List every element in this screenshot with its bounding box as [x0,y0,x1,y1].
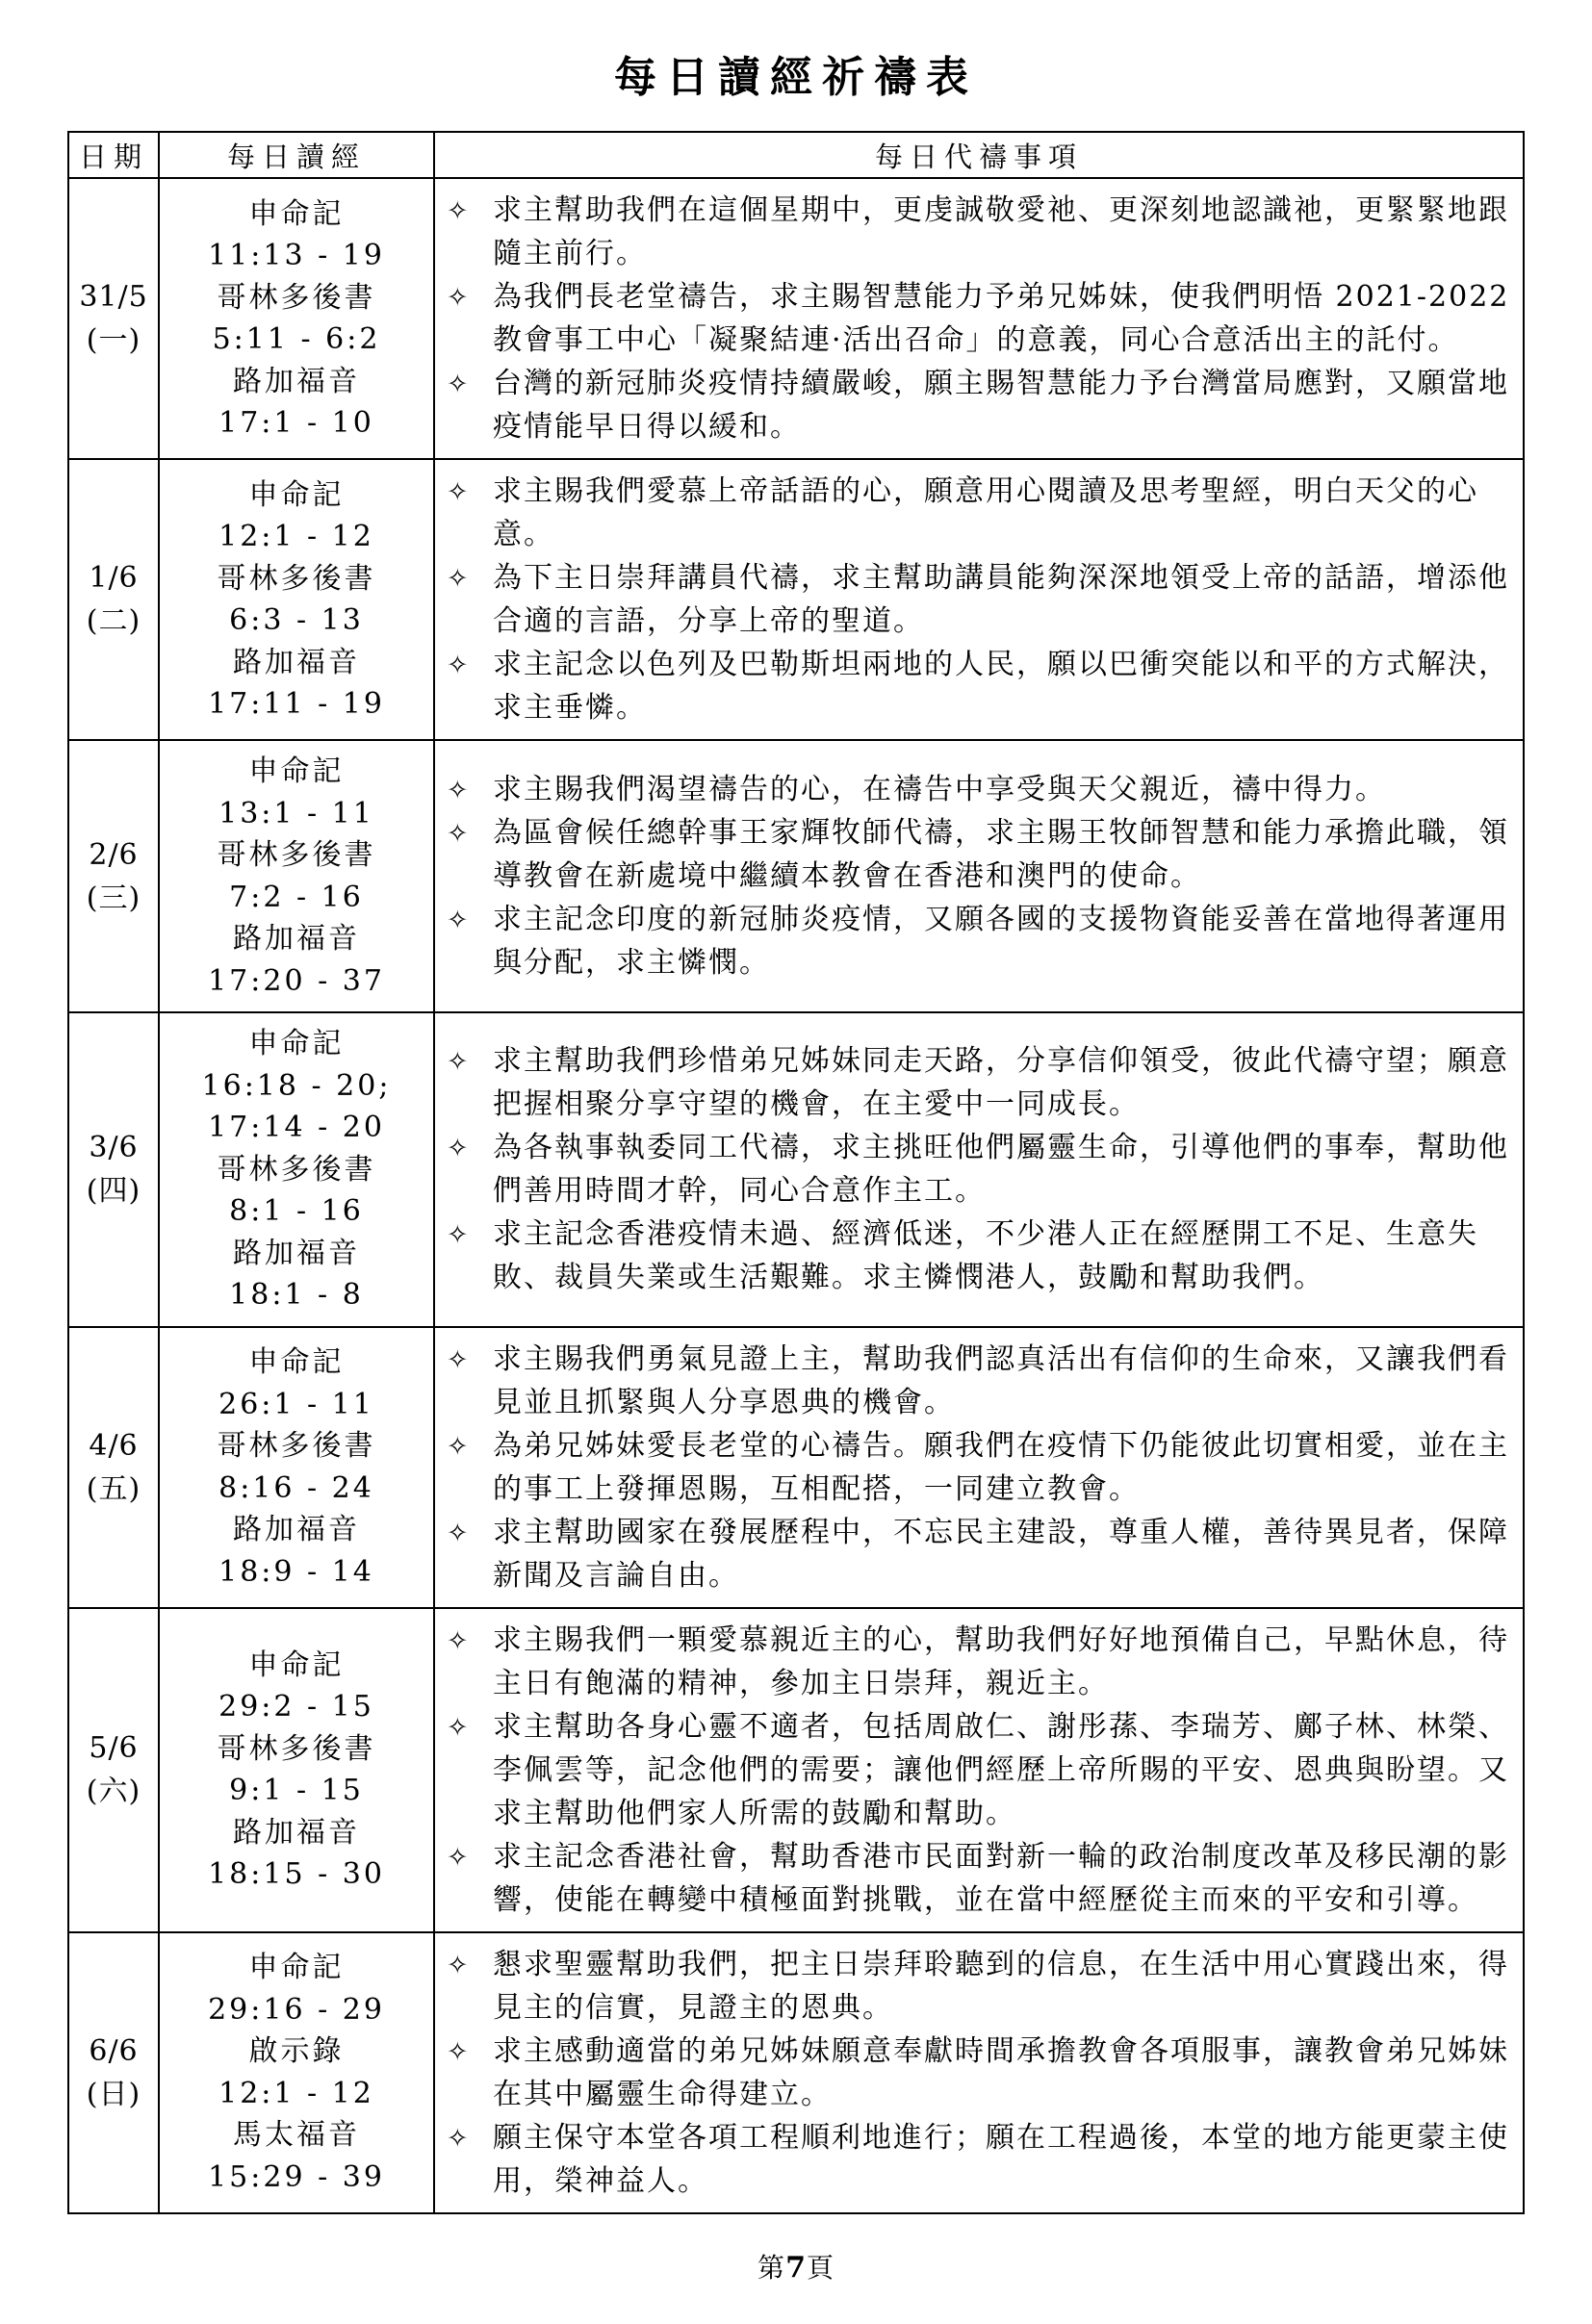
prayer-item [447,470,1513,556]
reading-line: 16:18 - 20; [201,1068,392,1103]
diamond-bullet-icon: ✧ [447,283,469,313]
diamond-bullet-icon: ✧ [447,370,469,399]
date-cell [68,740,159,1012]
weekday-value: (六) [86,1775,141,1808]
reading-line: 申命記 [248,1951,345,1984]
table-body [68,178,1524,2213]
reading-line: 申命記 [248,1027,345,1060]
table-row [68,740,1524,1012]
date-value: 1/6 [89,561,139,595]
diamond-bullet-icon: ✧ [447,1518,469,1548]
readings-cell [159,1932,434,2213]
diamond-bullet-icon: ✧ [447,1842,469,1873]
diamond-bullet-icon: ✧ [447,2123,469,2154]
reading-line: 啟示錄 [248,2034,345,2068]
prayer-text: 求主記念以色列及巴勒斯坦兩地的人民，願以巴衝突能以和平的方式解決，求主垂憐。 [493,648,1509,725]
prayers-cell [434,1608,1524,1932]
diamond-bullet-icon: ✧ [447,2036,469,2067]
prayers-cell [434,1012,1524,1327]
prayer-item [447,362,1513,448]
diamond-bullet-icon: ✧ [447,1712,469,1743]
prayer-text: 為各執事執委同工代禱，求主挑旺他們屬靈生命，引導他們的事奉，幫助他們善用時間才幹，同心合意作主工。 [493,1131,1509,1209]
prayer-text: 求主記念香港疫情未過、經濟低迷，不少港人正在經歷開工不足、生意失敗、裁員失業或生活艱難。求主憐憫港人，鼓勵和幫助我們。 [493,1217,1478,1295]
prayer-item [447,1511,1513,1597]
reading-line: 哥林多後書 [217,838,376,872]
prayer-text: 求主幫助我們在這個星期中，更虔誠敬愛祂、更深刻地認識祂，更緊緊地跟隨主前行。 [493,193,1509,270]
prayer-text: 為下主日崇拜講員代禱，求主幫助講員能夠深深地領受上帝的話語，增添他合適的言語，分享上帝的聖道。 [493,561,1509,638]
prayer-item [447,2030,1513,2116]
prayer-text: 願主保守本堂各項工程順利地進行；願在工程過後，本堂的地方能更蒙主使用，榮神益人。 [493,2120,1509,2198]
prayers-cell [434,1327,1524,1608]
table-row [68,1012,1524,1327]
prayer-text: 求主記念香港社會，幫助香港市民面對新一輪的政治制度改革及移民潮的影響，使能在轉變中積極面對挑戰，並在當中經歷從主而來的平安和引導。 [493,1839,1509,1917]
prayers-cell [434,740,1524,1012]
page-number-prefix: 第 [757,2251,786,2284]
prayer-item [447,1039,1513,1126]
prayer-text: 求主幫助我們珍惜弟兄姊妹同走天路，分享信仰領受，彼此代禱守望；願意把握相聚分享守望的機會，在主愛中一同成長。 [493,1044,1509,1122]
diamond-bullet-icon: ✧ [447,564,469,594]
readings-cell [159,1012,434,1327]
reading-line: 申命記 [248,1647,345,1682]
reading-line: 18:9 - 14 [218,1554,374,1589]
table-row [68,178,1524,459]
diamond-bullet-icon: ✧ [447,1134,469,1164]
diamond-bullet-icon: ✧ [447,196,469,226]
reading-line: 18:1 - 8 [229,1278,364,1312]
page-footer [0,2247,1592,2324]
reading-line: 申命記 [248,1345,345,1379]
readings-cell [159,459,434,740]
reading-line: 哥林多後書 [217,1731,376,1766]
prayer-item [447,189,1513,275]
reading-line: 申命記 [248,477,345,512]
reading-line: 路加福音 [233,1815,360,1850]
prayer-text: 台灣的新冠肺炎疫情持續嚴峻，願主賜智慧能力予台灣當局應對，又願當地疫情能早日得以緩和。 [493,367,1509,444]
reading-line: 路加福音 [233,1513,360,1546]
reading-line: 8:1 - 16 [229,1194,364,1228]
prayer-item [447,1213,1513,1299]
prayer-text: 求主賜我們愛慕上帝話語的心，願意用心閱讀及思考聖經，明白天父的心意。 [493,474,1478,551]
table-header [68,132,1524,178]
prayer-item [447,1424,1513,1511]
weekday-value: (日) [86,2077,141,2111]
date-value: 2/6 [89,837,139,872]
date-cell [68,1012,159,1327]
prayer-text: 為我們長老堂禱告，求主賜智慧能力予弟兄姊妹，使我們明悟 2021-2022 教會事工中心「凝聚結連·活出召命」的意義，同心合意活出主的託付。 [493,280,1510,357]
reading-line: 17:14 - 20 [208,1111,385,1144]
readings-cell [159,740,434,1012]
diamond-bullet-icon: ✧ [447,1047,469,1078]
reading-line: 29:16 - 29 [208,1992,385,2027]
reading-line: 哥林多後書 [217,1429,376,1463]
readings-cell [159,178,434,459]
reading-line: 8:16 - 24 [218,1470,374,1505]
prayer-text: 求主賜我們一顆愛慕親近主的心，幫助我們好好地預備自己，早點休息，待主日有飽滿的精神，參加主日崇拜，親近主。 [493,1622,1509,1700]
prayer-text: 為區會候任總幹事王家輝牧師代禱，求主賜王牧師智慧和能力承擔此職，領導教會在新處境中繼續本教會在香港和澳門的使命。 [493,816,1509,893]
prayer-item [447,2116,1513,2203]
date-cell [68,1932,159,2213]
date-value: 6/6 [89,2033,139,2068]
diamond-bullet-icon: ✧ [447,1950,469,1980]
column-header-date: 日期 [68,132,159,178]
weekday-value: (三) [86,881,141,915]
prayer-item [447,1126,1513,1213]
prayers-cell [434,459,1524,740]
table-row [68,1327,1524,1608]
column-header-prayers: 每日代禱事項 [434,132,1524,178]
date-value: 5/6 [89,1731,139,1765]
prayer-item [447,1705,1513,1835]
diamond-bullet-icon: ✧ [447,1625,469,1656]
prayer-item [447,1619,1513,1705]
reading-line: 12:1 - 12 [218,520,374,553]
prayer-item [447,1338,1513,1424]
prayer-item [447,643,1513,729]
page-title: 每日讀經祈禱表 [614,53,978,102]
prayers-cell [434,1932,1524,2213]
reading-line: 路加福音 [233,922,360,956]
prayer-text: 求主賜我們勇氣見證上主，幫助我們認真活出有信仰的生命來，又讓我們看見並且抓緊與人分享恩典的機會。 [493,1341,1509,1419]
date-value: 31/5 [79,280,148,314]
reading-line: 17:1 - 10 [218,406,374,440]
daily-reading-prayer-table [67,131,1525,2214]
table-row [68,1608,1524,1932]
prayer-item [447,275,1513,362]
diamond-bullet-icon: ✧ [447,819,469,849]
prayers-cell [434,178,1524,459]
readings-cell [159,1327,434,1608]
reading-line: 17:11 - 19 [208,687,385,721]
prayer-text: 求主記念印度的新冠肺炎疫情，又願各國的支援物資能妥善在當地得著運用與分配，求主憐憫。 [493,903,1509,980]
reading-line: 12:1 - 12 [218,2076,374,2110]
prayer-item [447,1835,1513,1922]
date-value: 4/6 [89,1428,139,1463]
prayer-text: 懇求聖靈幫助我們，把主日崇拜聆聽到的信息，在生活中用心實踐出來，得見主的信實，見證主的恩典。 [493,1947,1509,2025]
prayer-text: 求主賜我們渴望禱告的心，在禱告中享受與天父親近，禱中得力。 [493,773,1386,806]
prayer-text: 求主幫助國家在發展歷程中，不忘民主建設，尊重人權，善待異見者，保障新聞及言論自由。 [493,1515,1509,1593]
diamond-bullet-icon: ✧ [447,1431,469,1462]
reading-line: 哥林多後書 [217,561,376,596]
reading-line: 哥林多後書 [217,1152,376,1187]
prayer-text: 求主感動適當的弟兄姊妹願意奉獻時間承擔教會各項服事，讓教會弟兄姊妹在其中屬靈生命得建立。 [493,2033,1509,2111]
readings-cell [159,1608,434,1932]
weekday-value: (五) [86,1471,141,1506]
reading-line: 13:1 - 11 [218,796,374,830]
weekday-value: (二) [86,604,141,638]
reading-line: 路加福音 [233,645,360,679]
table-row [68,459,1524,740]
reading-line: 9:1 - 15 [229,1774,364,1807]
prayer-item [447,1943,1513,2030]
header-row [68,132,1524,178]
reading-line: 路加福音 [233,1236,360,1270]
diamond-bullet-icon: ✧ [447,477,469,507]
reading-line: 7:2 - 16 [229,880,364,914]
prayer-item [447,768,1513,811]
page-number-suffix: 頁 [806,2251,835,2284]
reading-line: 17:20 - 37 [208,963,385,998]
diamond-bullet-icon: ✧ [447,651,469,680]
diamond-bullet-icon: ✧ [447,1344,469,1375]
page-number: 7 [785,2250,807,2285]
reading-line: 申命記 [248,754,345,788]
prayer-text: 為弟兄姊妹愛長老堂的心禱告。願我們在疫情下仍能彼此切實相愛，並在主的事工上發揮恩賜，互相配搭，一同建立教會。 [493,1428,1509,1506]
prayer-item [447,898,1513,984]
date-cell [68,1327,159,1608]
reading-line: 申命記 [248,196,345,231]
reading-line: 哥林多後書 [217,280,376,315]
weekday-value: (四) [86,1174,141,1209]
reading-line: 5:11 - 6:2 [212,322,381,356]
reading-line: 18:15 - 30 [208,1857,385,1891]
column-header-readings: 每日讀經 [159,132,434,178]
date-cell [68,459,159,740]
reading-line: 路加福音 [233,364,360,398]
reading-line: 26:1 - 11 [218,1387,374,1421]
diamond-bullet-icon: ✧ [447,906,469,935]
reading-line: 15:29 - 39 [208,2159,385,2194]
prayer-item [447,556,1513,643]
date-value: 3/6 [89,1131,139,1165]
prayer-item [447,811,1513,898]
weekday-value: (一) [86,323,141,357]
diamond-bullet-icon: ✧ [447,776,469,805]
diamond-bullet-icon: ✧ [447,1220,469,1251]
date-cell [68,178,159,459]
table-row [68,1932,1524,2213]
reading-line: 11:13 - 19 [208,239,385,272]
prayer-text: 求主幫助各身心靈不適者，包括周啟仁、謝彤蓀、李瑞芳、鄺子林、林榮、李佩雲等，記念他們的需要；讓他們經歷上帝所賜的平安、恩典與盼望。又求主幫助他們家人所需的鼓勵和幫助。 [493,1709,1509,1830]
reading-line: 馬太福音 [233,2118,360,2152]
reading-line: 6:3 - 13 [229,603,364,637]
date-cell [68,1608,159,1932]
reading-line: 29:2 - 15 [218,1690,374,1724]
